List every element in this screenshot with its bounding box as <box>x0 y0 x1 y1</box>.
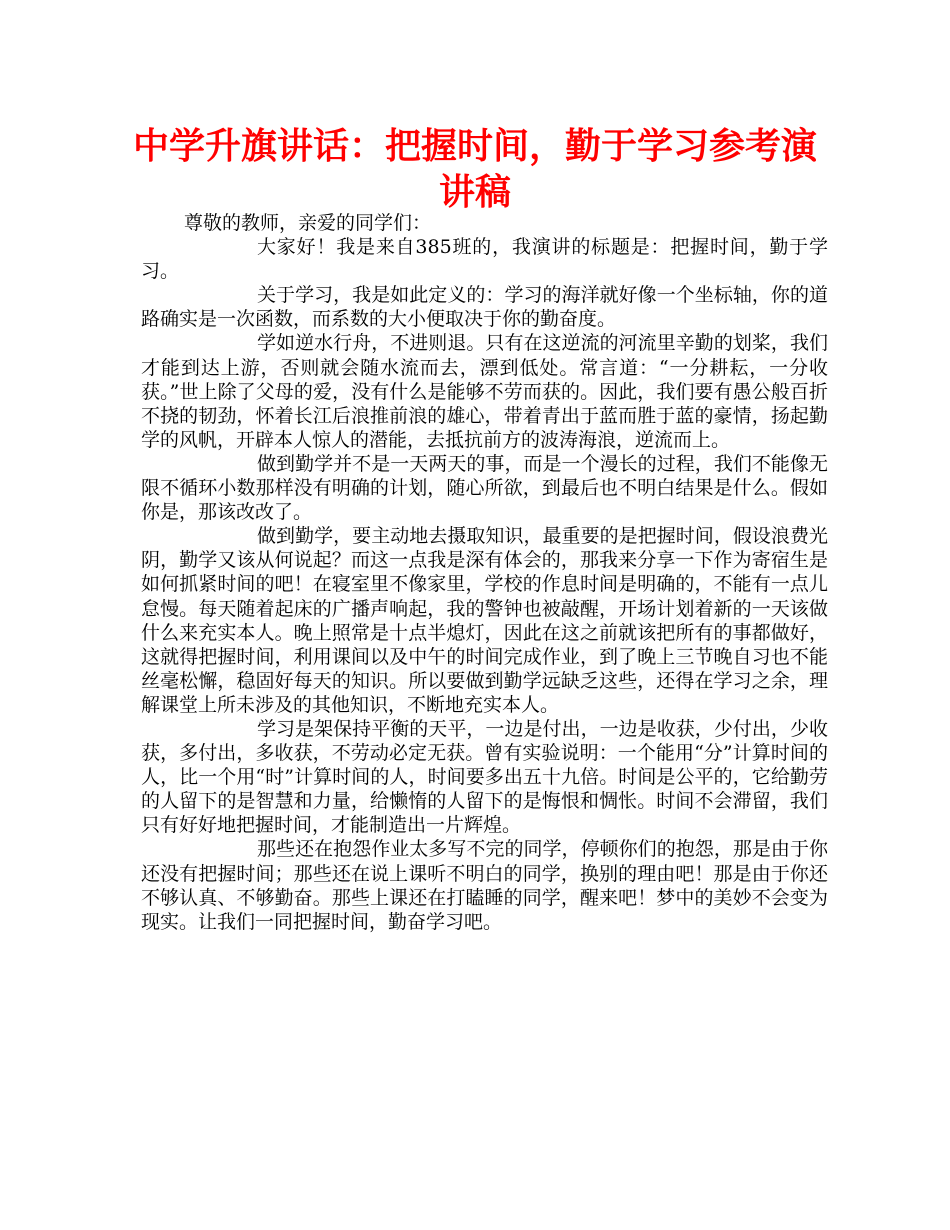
paragraph-greeting: 大家好！我是来自385班的，我演讲的标题是：把握时间，勤于学习。 <box>141 236 828 283</box>
salutation: 尊敬的教师，亲爱的同学们： <box>184 212 432 234</box>
paragraph-definition: 关于学习，我是如此定义的：学习的海洋就好像一个坐标轴，你的道路确实是一次函数，而系数的大小便取决于你的勤奋度。 <box>141 284 828 331</box>
paragraph-balance: 学习是架保持平衡的天平，一边是付出，一边是收获，少付出，少收获，多付出，多收获，不劳动必定无获。曾有实验说明：一个能用“分”计算时间的人，比一个用“时”计算时间的人，时间要多出五十九倍。时间是公平的，它给勤劳的人留下的是智慧和力量，给懒惰的人留下的是悔恨和惆怅。时间不会滞留，我们只有好好地把握时间，才能制造出一片辉煌。 <box>141 717 828 837</box>
paragraph-process: 做到勤学并不是一天两天的事，而是一个漫长的过程，我们不能像无限不循环小数那样没有明确的计划，随心所欲，到最后也不明白结果是什么。假如你是，那该改改了。 <box>141 452 828 524</box>
paragraph-conclusion: 那些还在抱怨作业太多写不完的同学，停顿你们的抱怨，那是由于你还没有把握时间；那些还在说上课听不明白的同学，换别的理由吧！那是由于你还不够认真、不够勤奋。那些上课还在打瞌睡的同学，醒来吧！梦中的美妙不会变为现实。让我们一同把握时间，勤奋学习吧。 <box>141 838 828 933</box>
paragraph-rowing: 学如逆水行舟，不进则退。只有在这逆流的河流里辛勤的划桨，我们才能到达上游，否则就会随水流而去，漂到低处。常言道：“一分耕耘，一分收获。”世上除了父母的爱，没有什么是能够不劳而获的。因此，我们要有愚公般百折不挠的韧劲，怀着长江后浪推前浪的雄心，带着青出于蓝而胜于蓝的豪情，扬起勤学的风帆，开辟本人惊人的潜能，去抵抗前方的波涛海浪，逆流而上。 <box>141 332 828 451</box>
document-body <box>141 211 828 934</box>
paragraph-time-management: 做到勤学，要主动地去摄取知识，最重要的是把握时间，假设浪费光阴，勤学又该从何说起？而这一点我是深有体会的，那我来分享一下作为寄宿生是如何抓紧时间的吧！在寝室里不像家里，学校的作息时间是明确的，不能有一点儿怠慢。每天随着起床的广播声响起，我的警钟也被敲醒，开场计划着新的一天该做什么来充实本人。晚上照常是十点半熄灯，因此在这之前就该把所有的事都做好，这就得把握时间，利用课间以及中午的时间完成作业，到了晚上三节晚自习也不能丝毫松懈，稳固好每天的知识。所以要做到勤学远缺乏这些，还得在学习之余，理解课堂上所未涉及的其他知识，不断地充实本人。 <box>141 525 828 716</box>
document-title: 中学升旗讲话：把握时间，勤于学习参考演讲稿 <box>132 126 817 213</box>
